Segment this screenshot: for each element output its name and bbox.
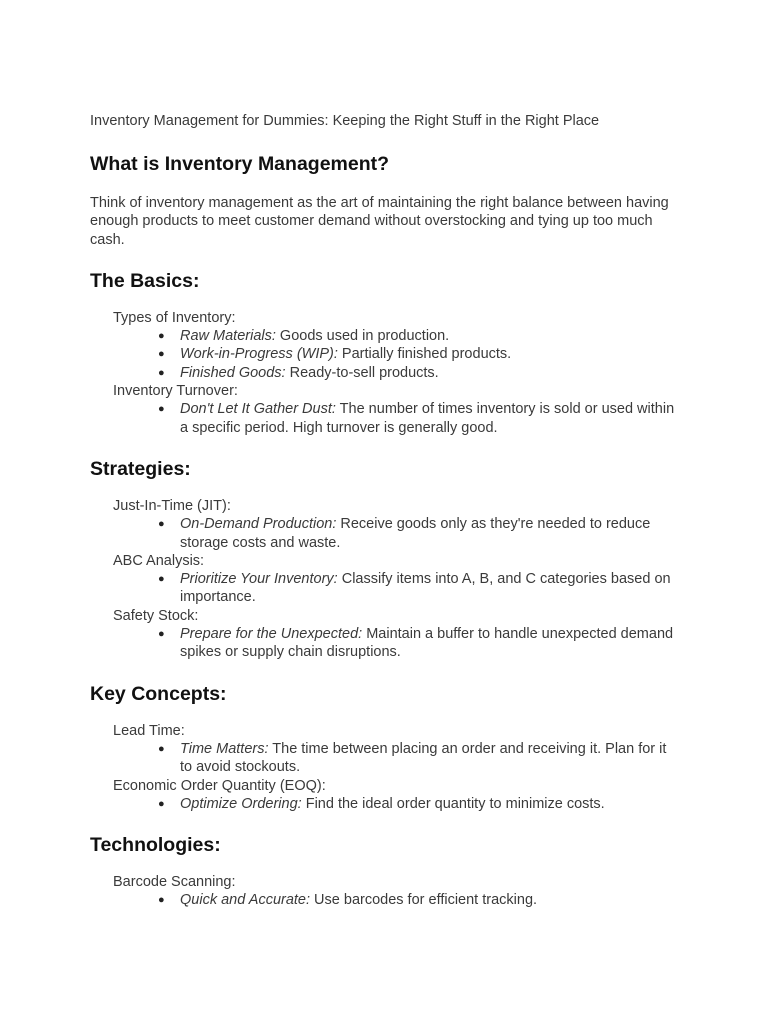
item-text: Maintain a buffer to handle unexpected demand spikes or supply chain disruptions. <box>180 626 674 661</box>
item-text: Find the ideal order quantity to minimize costs. <box>301 795 605 812</box>
bullet-list <box>113 515 680 552</box>
document-title: Inventory Management for Dummies: Keeping the Right Stuff in the Right Place <box>90 113 600 129</box>
bullet-list <box>113 570 680 607</box>
section-heading: The Basics: <box>90 269 200 292</box>
item-term: Raw Materials: <box>180 328 276 345</box>
bullet-icon: ● <box>158 518 165 531</box>
group-label: Barcode Scanning: <box>113 874 236 891</box>
bullet-icon: ● <box>158 573 165 586</box>
item-text: Use barcodes for efficient tracking. <box>310 892 538 909</box>
list-item <box>158 327 680 345</box>
bullet-list <box>113 740 680 777</box>
section-body <box>90 722 680 813</box>
bullet-icon: ● <box>158 628 165 641</box>
bullet-icon: ● <box>158 330 165 343</box>
bullet-list <box>113 327 680 382</box>
list-item <box>158 795 680 813</box>
item-text: Receive goods only as they're needed to reduce storage costs and waste. <box>180 516 651 551</box>
item-term: Optimize Ordering: <box>180 795 302 812</box>
list-item <box>158 625 680 662</box>
group-label: Types of Inventory: <box>113 309 236 326</box>
bullet-list <box>113 625 680 662</box>
bullet-icon: ● <box>158 348 165 361</box>
list-item <box>158 400 680 437</box>
bullet-icon: ● <box>158 366 165 379</box>
item-text: Goods used in production. <box>275 328 450 345</box>
item-term: Prioritize Your Inventory: <box>180 571 338 588</box>
section-body <box>90 497 680 662</box>
group-label: Inventory Turnover: <box>113 383 238 400</box>
list-item <box>158 570 680 607</box>
item-term: On-Demand Production: <box>180 516 337 533</box>
item-term: Work-in-Progress (WIP): <box>180 346 338 363</box>
item-term: Don't Let It Gather Dust: <box>180 401 336 418</box>
item-term: Finished Goods: <box>180 364 286 381</box>
item-term: Time Matters: <box>180 740 269 757</box>
intro-paragraph: Think of inventory management as the art of maintaining the right balance between having enough products to meet customer demand without overstocking and tying up too much cash. <box>90 195 669 248</box>
bullet-icon: ● <box>158 894 165 907</box>
item-text: The number of times inventory is sold or used within a specific period. High turnover is generally good. <box>180 401 675 436</box>
section-body <box>90 309 680 437</box>
list-item <box>158 345 680 363</box>
list-item <box>158 740 680 777</box>
list-item <box>158 364 680 382</box>
list-item <box>158 515 680 552</box>
bullet-icon: ● <box>158 403 165 416</box>
item-term: Quick and Accurate: <box>180 892 311 909</box>
item-text: Partially finished products. <box>337 346 512 363</box>
group-label: ABC Analysis: <box>113 552 205 569</box>
bullet-icon: ● <box>158 742 165 755</box>
item-text: Classify items into A, B, and C categories based on importance. <box>180 571 671 606</box>
bullet-list <box>113 400 680 437</box>
group-label: Economic Order Quantity (EOQ): <box>113 777 326 794</box>
bullet-icon: ● <box>158 797 165 810</box>
section-heading: Key Concepts: <box>90 682 227 705</box>
item-text: The time between placing an order and receiving it. Plan for it to avoid stockouts. <box>180 740 667 776</box>
bullet-list <box>113 891 680 909</box>
bullet-list <box>113 795 680 813</box>
group-label: Safety Stock: <box>113 607 199 624</box>
group-label: Just-In-Time (JIT): <box>113 497 231 514</box>
document-page <box>90 112 680 910</box>
item-text: Ready-to-sell products. <box>285 364 439 381</box>
list-item <box>158 891 680 909</box>
section-body <box>90 873 680 910</box>
group-label: Lead Time: <box>113 722 185 739</box>
what-is-heading: What is Inventory Management? <box>90 153 390 175</box>
item-term: Prepare for the Unexpected: <box>180 626 363 643</box>
sections-container <box>90 269 680 910</box>
section-heading: Technologies: <box>90 834 221 857</box>
section-heading: Strategies: <box>90 457 191 480</box>
